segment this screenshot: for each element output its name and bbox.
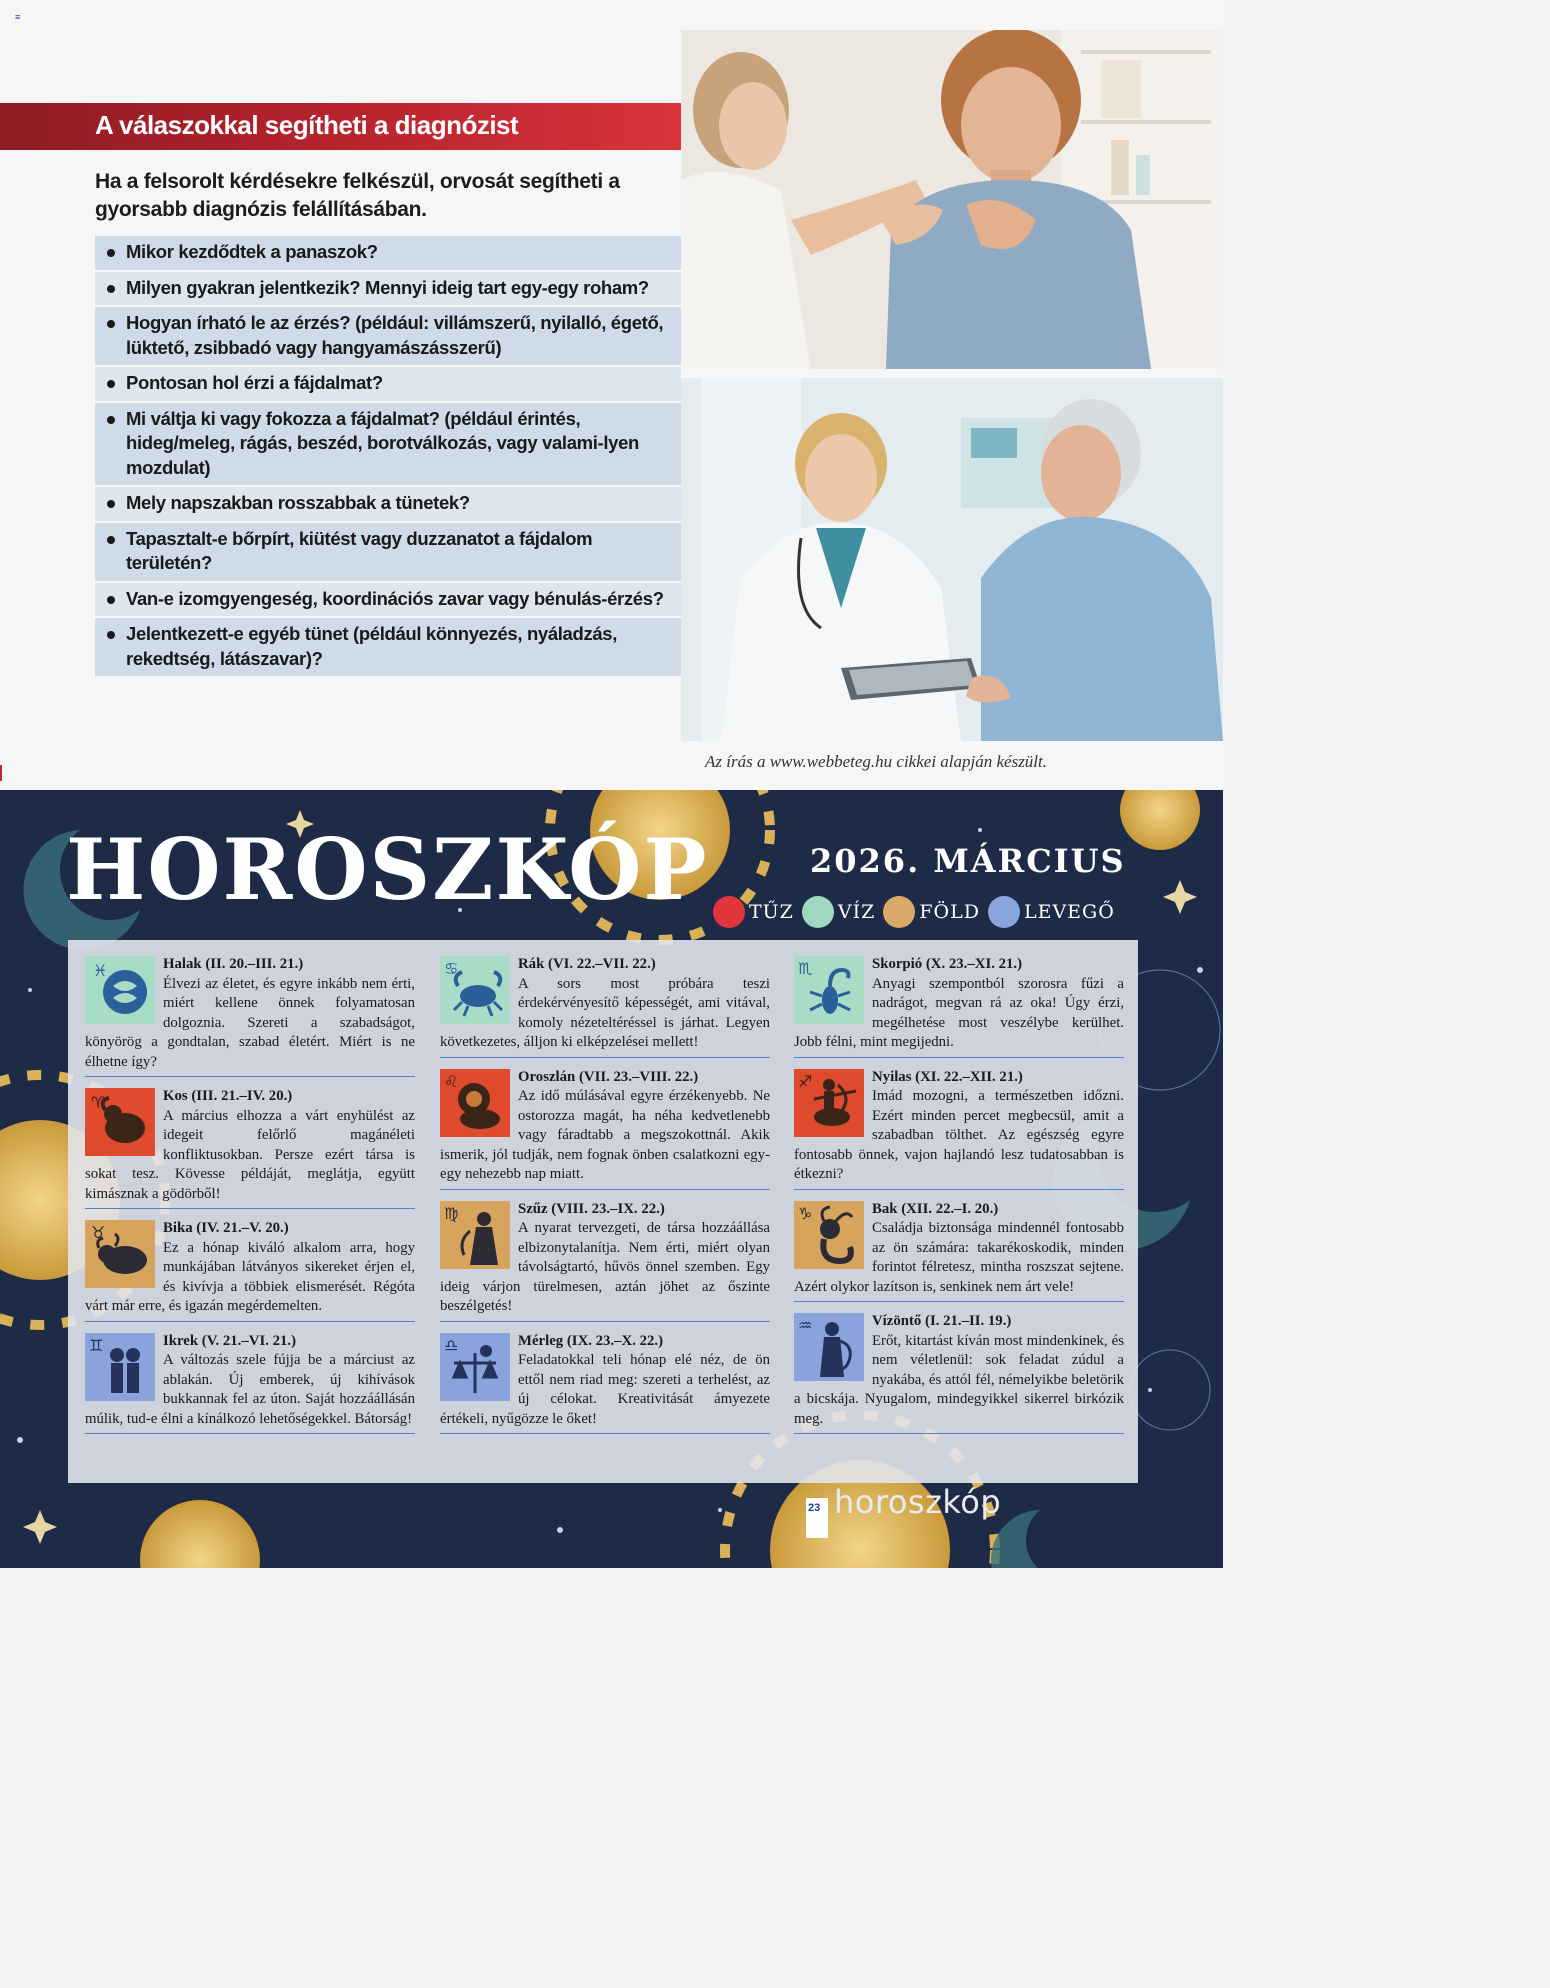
- question-item: Tapasztalt-e bőrpírt, kiütést vagy duzzanatot a fájdalom területén?: [95, 521, 681, 581]
- svg-text:♓: ♓: [93, 961, 108, 980]
- question-item: Milyen gyakran jelentkezik? Mennyi ideig tart egy-egy roham?: [95, 270, 681, 306]
- sagittarius-icon: [794, 1069, 864, 1137]
- pisces-icon: [85, 956, 155, 1024]
- sign-aquarius: ♒ Vízöntő (I. 21.–II. 19.) Erőt, kitartást kíván most mindenkinek, és nem véletlenül: sok feladat zúdul a nyakába, és attól fél, némelyikbe beletörik a bicskája. Nyugalom, mindegyikkel sikerrel birkózik meg.: [794, 1312, 1124, 1434]
- libra-icon: [440, 1333, 510, 1401]
- question-item: Mely napszakban rosszabbak a tünetek?: [95, 485, 681, 521]
- earth-dot-icon: [883, 896, 915, 928]
- horoscope-title: HOROSZKÓP: [66, 820, 709, 919]
- svg-text:♐: ♐: [798, 1071, 813, 1091]
- svg-text:♑: ♑: [798, 1203, 813, 1223]
- svg-text:♉: ♉: [91, 1223, 106, 1242]
- bullet-icon: [107, 596, 115, 604]
- bullet-icon: [107, 500, 115, 508]
- health-article: [0, 0, 1223, 790]
- svg-text:♏: ♏: [798, 959, 813, 978]
- question-item: Hogyan írható le az érzés? (például: villámszerű, nyilalló, égető, lüktető, zsibbadó vagy hangyamászásszerű): [95, 305, 681, 365]
- photo-doctor-with-tablet: [681, 378, 1223, 741]
- element-legend: [713, 894, 1123, 930]
- sign-sagittarius: ♐ Nyilas (XI. 22.–XII. 21.) Imád mozogni, a természetben időzni. Ezért minden percet megbecsül, amit a szabadban tölthet. Az egészség egyre fontosabb önnek, vajon hajlandó lesz tudatosabban is étkezni?: [794, 1068, 1124, 1190]
- bullet-icon: [107, 416, 115, 424]
- page-number: 23: [808, 1502, 821, 1514]
- sign-libra: ♎ Mérleg (IX. 23.–X. 22.) Feladatokkal teli hónap elé néz, de ön ettől nem riad meg: szereti a terhelést, az új célokat. Kreativitását ámyezete értékeli, nyűgözze le őket!: [440, 1332, 770, 1435]
- horoscope-column: [440, 955, 770, 1444]
- section-title: A válaszokkal segítheti a diagnózist: [95, 110, 519, 140]
- water-dot-icon: [802, 896, 834, 928]
- virgo-icon: [440, 1201, 510, 1269]
- legend-air: LEVEGŐ: [988, 896, 1115, 928]
- svg-text:♒: ♒: [798, 1316, 813, 1335]
- sign-gemini: ♊ Ikrek (V. 21.–VI. 21.) A változás szele fújja be a márciust az ablakán. Új emberek, új kihívások bukkannak fel az úton. Saját hozzáállásán múlik, tud-e élni a kínálkozó lehetőségekkel. Bátorság!: [85, 1332, 415, 1435]
- question-list: [95, 234, 681, 676]
- sign-scorpio: ♏ Skorpió (X. 23.–XI. 21.) Anyagi szempontból szorosra fűzi a nadrágot, megvan rá az oka! Úgy érzi, megélhetése most veszélybe kerülhet. Jobb félni, mint megijedni.: [794, 955, 1124, 1058]
- question-item: Mikor kezdődtek a panaszok?: [95, 234, 681, 270]
- sign-leo: ♌ Oroszlán (VII. 23.–VIII. 22.) Az idő múlásával egyre érzékenyebb. Ne ostorozza magát, ha néha kedvetlenebb vagy fáradtabb a megszokottnál. Akik ismerik, jól tudják, nem fognak önben csalatkozni egy-egy nehezebb nap miatt.: [440, 1068, 770, 1190]
- svg-text:♊: ♊: [89, 1335, 104, 1355]
- sign-cancer: ♋ Rák (VI. 22.–VII. 22.) A sors most próbára teszi érdekérvényesítő képességét, ami vitával, komoly nézeteltéréssel is járhat. Legyen következetes, álljon ki elképzelései mellett!: [440, 955, 770, 1058]
- bullet-icon: [107, 631, 115, 639]
- section-header: [0, 103, 681, 150]
- sign-virgo: ♍ Szűz (VIII. 23.–IX. 22.) A nyarat tervezgeti, de társa hozzáállása elbizonytalanítja. Nem érti, miért olyan távolságtartó, hűvös önnel szemben. Egy ideig várjon türelmesen, aztán jöhet az őszinte beszélgetés!: [440, 1200, 770, 1322]
- fire-dot-icon: [713, 896, 745, 928]
- sign-capricorn: ♑ Bak (XII. 22.–I. 20.) Családja biztonsága mindennél fontosabb az ön számára: takarékoskodik, minden forintot félretesz, mintha roszszat sejtene. Azért olykor lazítson is, senkinek nem árt vele!: [794, 1200, 1124, 1303]
- question-item: Mi váltja ki vagy fokozza a fájdalmat? (például érintés, hideg/meleg, rágás, beszéd, borotválkozás, vagy valami-lyen mozdulat): [95, 401, 681, 486]
- bullet-icon: [107, 320, 115, 328]
- photo-illustration: [681, 378, 1223, 741]
- sign-taurus: ♉ Bika (IV. 21.–V. 20.) Ez a hónap kiváló alkalom arra, hogy munkájában látványos sikereket érjen el, és kivívja a többiek elismerését. Régóta várt már erre, és igazán megérdemelten.: [85, 1219, 415, 1322]
- air-dot-icon: [988, 896, 1020, 928]
- sign-aries: ♈ Kos (III. 21.–IV. 20.) A március elhozza a várt enyhülést az idegeit felőrlő magánéleti konfliktusokban. Persze ezért társa is sokat tesz. Kövesse példáját, meglátja, együtt kimásznak a gödörből!: [85, 1087, 415, 1209]
- source-caption: Az írás a www.webbeteg.hu cikkei alapján készült.: [705, 752, 1048, 771]
- bullet-icon: [107, 536, 115, 544]
- photo-illustration: [681, 30, 1223, 369]
- horoscope-column: [85, 955, 415, 1444]
- leo-icon: [440, 1069, 510, 1137]
- svg-text:♍: ♍: [444, 1203, 459, 1223]
- legend-fire: TŰZ: [713, 896, 794, 928]
- question-item: Jelentkezett-e egyéb tünet (például könnyezés, nyáladzás, rekedtség, látászavar)?: [95, 616, 681, 676]
- photo-nurse-and-patient: [681, 30, 1223, 369]
- bullet-icon: [107, 285, 115, 293]
- svg-text:♎: ♎: [444, 1335, 459, 1355]
- cancer-icon: [440, 956, 510, 1024]
- legend-water: VÍZ: [802, 896, 875, 928]
- horoscope-section: [0, 790, 1223, 1568]
- aries-icon: [85, 1088, 155, 1156]
- bullet-icon: [107, 380, 115, 388]
- aquarius-icon: [794, 1313, 864, 1381]
- sign-pisces: ♓ Halak (II. 20.–III. 21.) Élvezi az életet, és egyre inkább nem érti, miért kellene önnek folyamatosan dolgoznia. Szereti a szabadságot, könyörög a gondtalan, szabad életért. Miért is ne élhetne így?: [85, 955, 415, 1077]
- question-item: Van-e izomgyengeség, koordinációs zavar vagy bénulás-érzés?: [95, 581, 681, 617]
- intro-text: Ha a felsorolt kérdésekre felkészül, orvosát segítheti a gyorsabb diagnózis felállításában.: [95, 170, 620, 221]
- svg-text:♈: ♈: [91, 1093, 106, 1112]
- horoscope-panel: [68, 940, 1138, 1483]
- scorpio-icon: [794, 956, 864, 1024]
- taurus-icon: [85, 1220, 155, 1288]
- gemini-icon: [85, 1333, 155, 1401]
- legend-earth: FÖLD: [883, 896, 980, 928]
- edge-marker: [0, 765, 2, 781]
- svg-text:♌: ♌: [444, 1071, 459, 1091]
- horoscope-month: 2026. MÁRCIUS: [810, 842, 1126, 880]
- section-footer-label: horoszkóp: [834, 1483, 1002, 1521]
- question-item: Pontosan hol érzi a fájdalmat?: [95, 365, 681, 401]
- svg-text:♋: ♋: [444, 959, 459, 978]
- horoscope-column: [794, 955, 1124, 1444]
- menu-icon[interactable]: ≡: [15, 12, 21, 22]
- capricorn-icon: [794, 1201, 864, 1269]
- bullet-icon: [107, 249, 115, 257]
